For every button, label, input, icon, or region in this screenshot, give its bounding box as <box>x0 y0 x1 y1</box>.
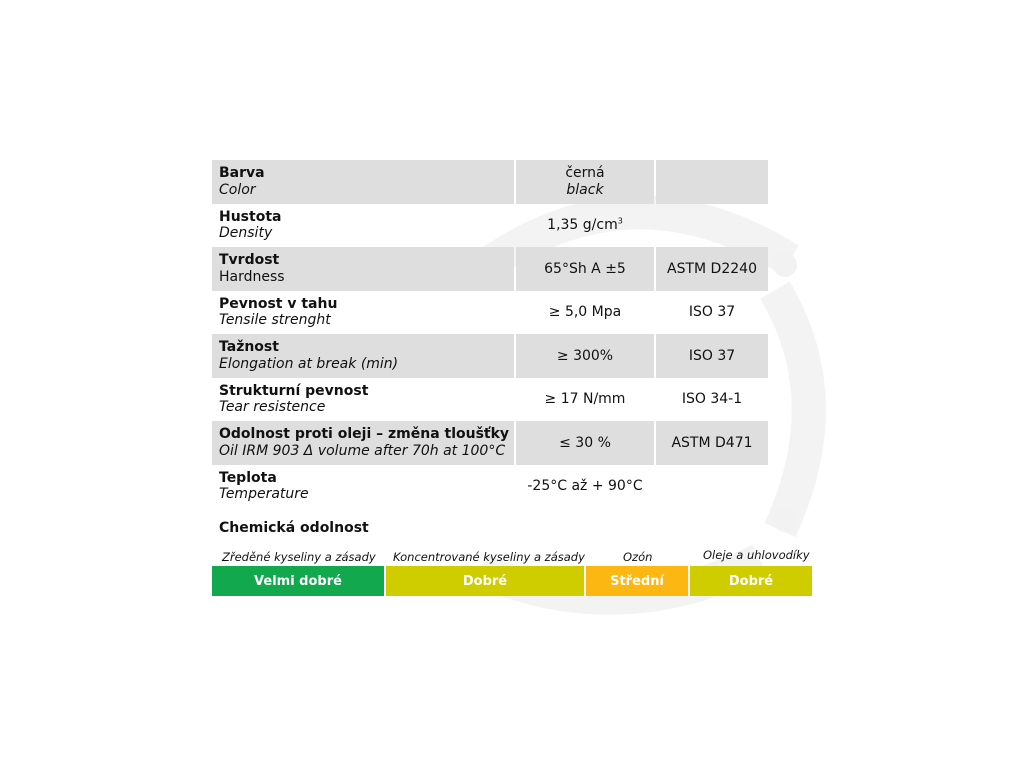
property-standard: ASTM D2240 <box>667 260 757 277</box>
property-name: Odolnost proti oleji – změna tloušťky <box>219 426 510 443</box>
property-label-cell <box>212 334 514 378</box>
property-label-cell <box>212 378 514 422</box>
property-value-cell <box>516 465 654 509</box>
property-name-en: Elongation at break (min) <box>219 355 399 372</box>
rating-label: Dobré <box>728 573 774 589</box>
property-label-cell <box>212 160 514 204</box>
property-value-cell <box>516 421 654 465</box>
properties-table <box>212 160 768 508</box>
property-standard-cell <box>656 465 768 509</box>
chemical-resistance-bar <box>212 566 812 596</box>
property-value-cell <box>516 160 654 204</box>
property-name: Tažnost <box>219 339 279 356</box>
property-name-en: Density <box>219 225 273 242</box>
rating-segment-dilute-acids <box>212 566 384 596</box>
rating-label: Velmi dobré <box>254 573 342 589</box>
chemical-label-concentrated-acids: Koncentrované kyseliny a zásady <box>393 550 585 564</box>
rating-segment-oils <box>690 566 812 596</box>
chemical-label-dilute-acids: Zředěné kyseliny a zásady <box>222 550 376 564</box>
property-standard: ISO 37 <box>688 304 736 320</box>
property-row-temperature <box>212 465 768 509</box>
chemical-resistance-title: Chemická odolnost <box>219 520 369 536</box>
property-row-color <box>212 160 768 204</box>
property-value-en: black <box>566 181 604 198</box>
property-row-hardness <box>212 247 768 291</box>
property-standard-cell <box>656 204 768 248</box>
property-label-cell <box>212 421 514 465</box>
property-value-cell <box>516 378 654 422</box>
property-name-en: Color <box>219 181 256 198</box>
property-value: ≥ 5,0 Mpa <box>548 304 622 320</box>
property-value: 1,35 g/cm <box>547 217 618 233</box>
property-label-cell <box>212 465 514 509</box>
property-name-en: Temperature <box>219 486 309 503</box>
property-value-cell <box>516 204 654 248</box>
property-standard-cell <box>656 421 768 465</box>
chemical-label-ozone: Ozón <box>623 550 653 564</box>
property-value: ≤ 30 % <box>559 434 611 451</box>
property-value-superscript: 3 <box>617 216 623 226</box>
property-value: ≥ 300% <box>556 347 614 364</box>
property-name: Barva <box>219 165 265 182</box>
property-row-tear-resistance <box>212 378 768 422</box>
property-name: Hustota <box>219 208 282 225</box>
property-label-cell <box>212 247 514 291</box>
property-standard-cell <box>656 160 768 204</box>
property-standard-cell <box>656 247 768 291</box>
property-label-cell <box>212 204 514 248</box>
property-value: -25°C až + 90°C <box>527 478 643 494</box>
rating-label: Střední <box>610 573 664 589</box>
property-value-cell <box>516 247 654 291</box>
property-name: Pevnost v tahu <box>219 295 338 312</box>
property-row-oil-resistance <box>212 421 768 465</box>
property-label-cell <box>212 291 514 335</box>
property-standard: ISO 37 <box>688 347 736 364</box>
property-row-elongation <box>212 334 768 378</box>
property-value-cell <box>516 334 654 378</box>
property-value-cell <box>516 291 654 335</box>
chemical-resistance-labels <box>212 549 812 567</box>
property-name-en: Tensile strenght <box>219 312 331 329</box>
rating-segment-concentrated-acids <box>386 566 584 596</box>
property-name-en: Hardness <box>219 268 285 285</box>
property-name: Teplota <box>219 469 277 486</box>
property-name: Tvrdost <box>219 252 280 269</box>
property-name: Strukturní pevnost <box>219 382 369 399</box>
property-standard-cell <box>656 378 768 422</box>
property-value: černá <box>565 165 605 182</box>
property-standard: ASTM D471 <box>671 434 753 451</box>
chemical-label-oils: Oleje a uhlovodíky <box>703 548 810 562</box>
property-standard-cell <box>656 334 768 378</box>
property-value-wrap <box>516 217 654 234</box>
property-value: ≥ 17 N/mm <box>544 391 626 407</box>
rating-segment-ozone <box>586 566 688 596</box>
rating-label: Dobré <box>462 573 508 589</box>
property-row-density <box>212 204 768 248</box>
property-standard-cell <box>656 291 768 335</box>
property-row-tensile-strength <box>212 291 768 335</box>
property-standard: ISO 34-1 <box>681 391 743 407</box>
property-name-en: Tear resistence <box>219 399 326 416</box>
property-name-en: Oil IRM 903 Δ volume after 70h at 100°C <box>219 442 506 459</box>
property-value: 65°Sh A ±5 <box>544 260 626 277</box>
